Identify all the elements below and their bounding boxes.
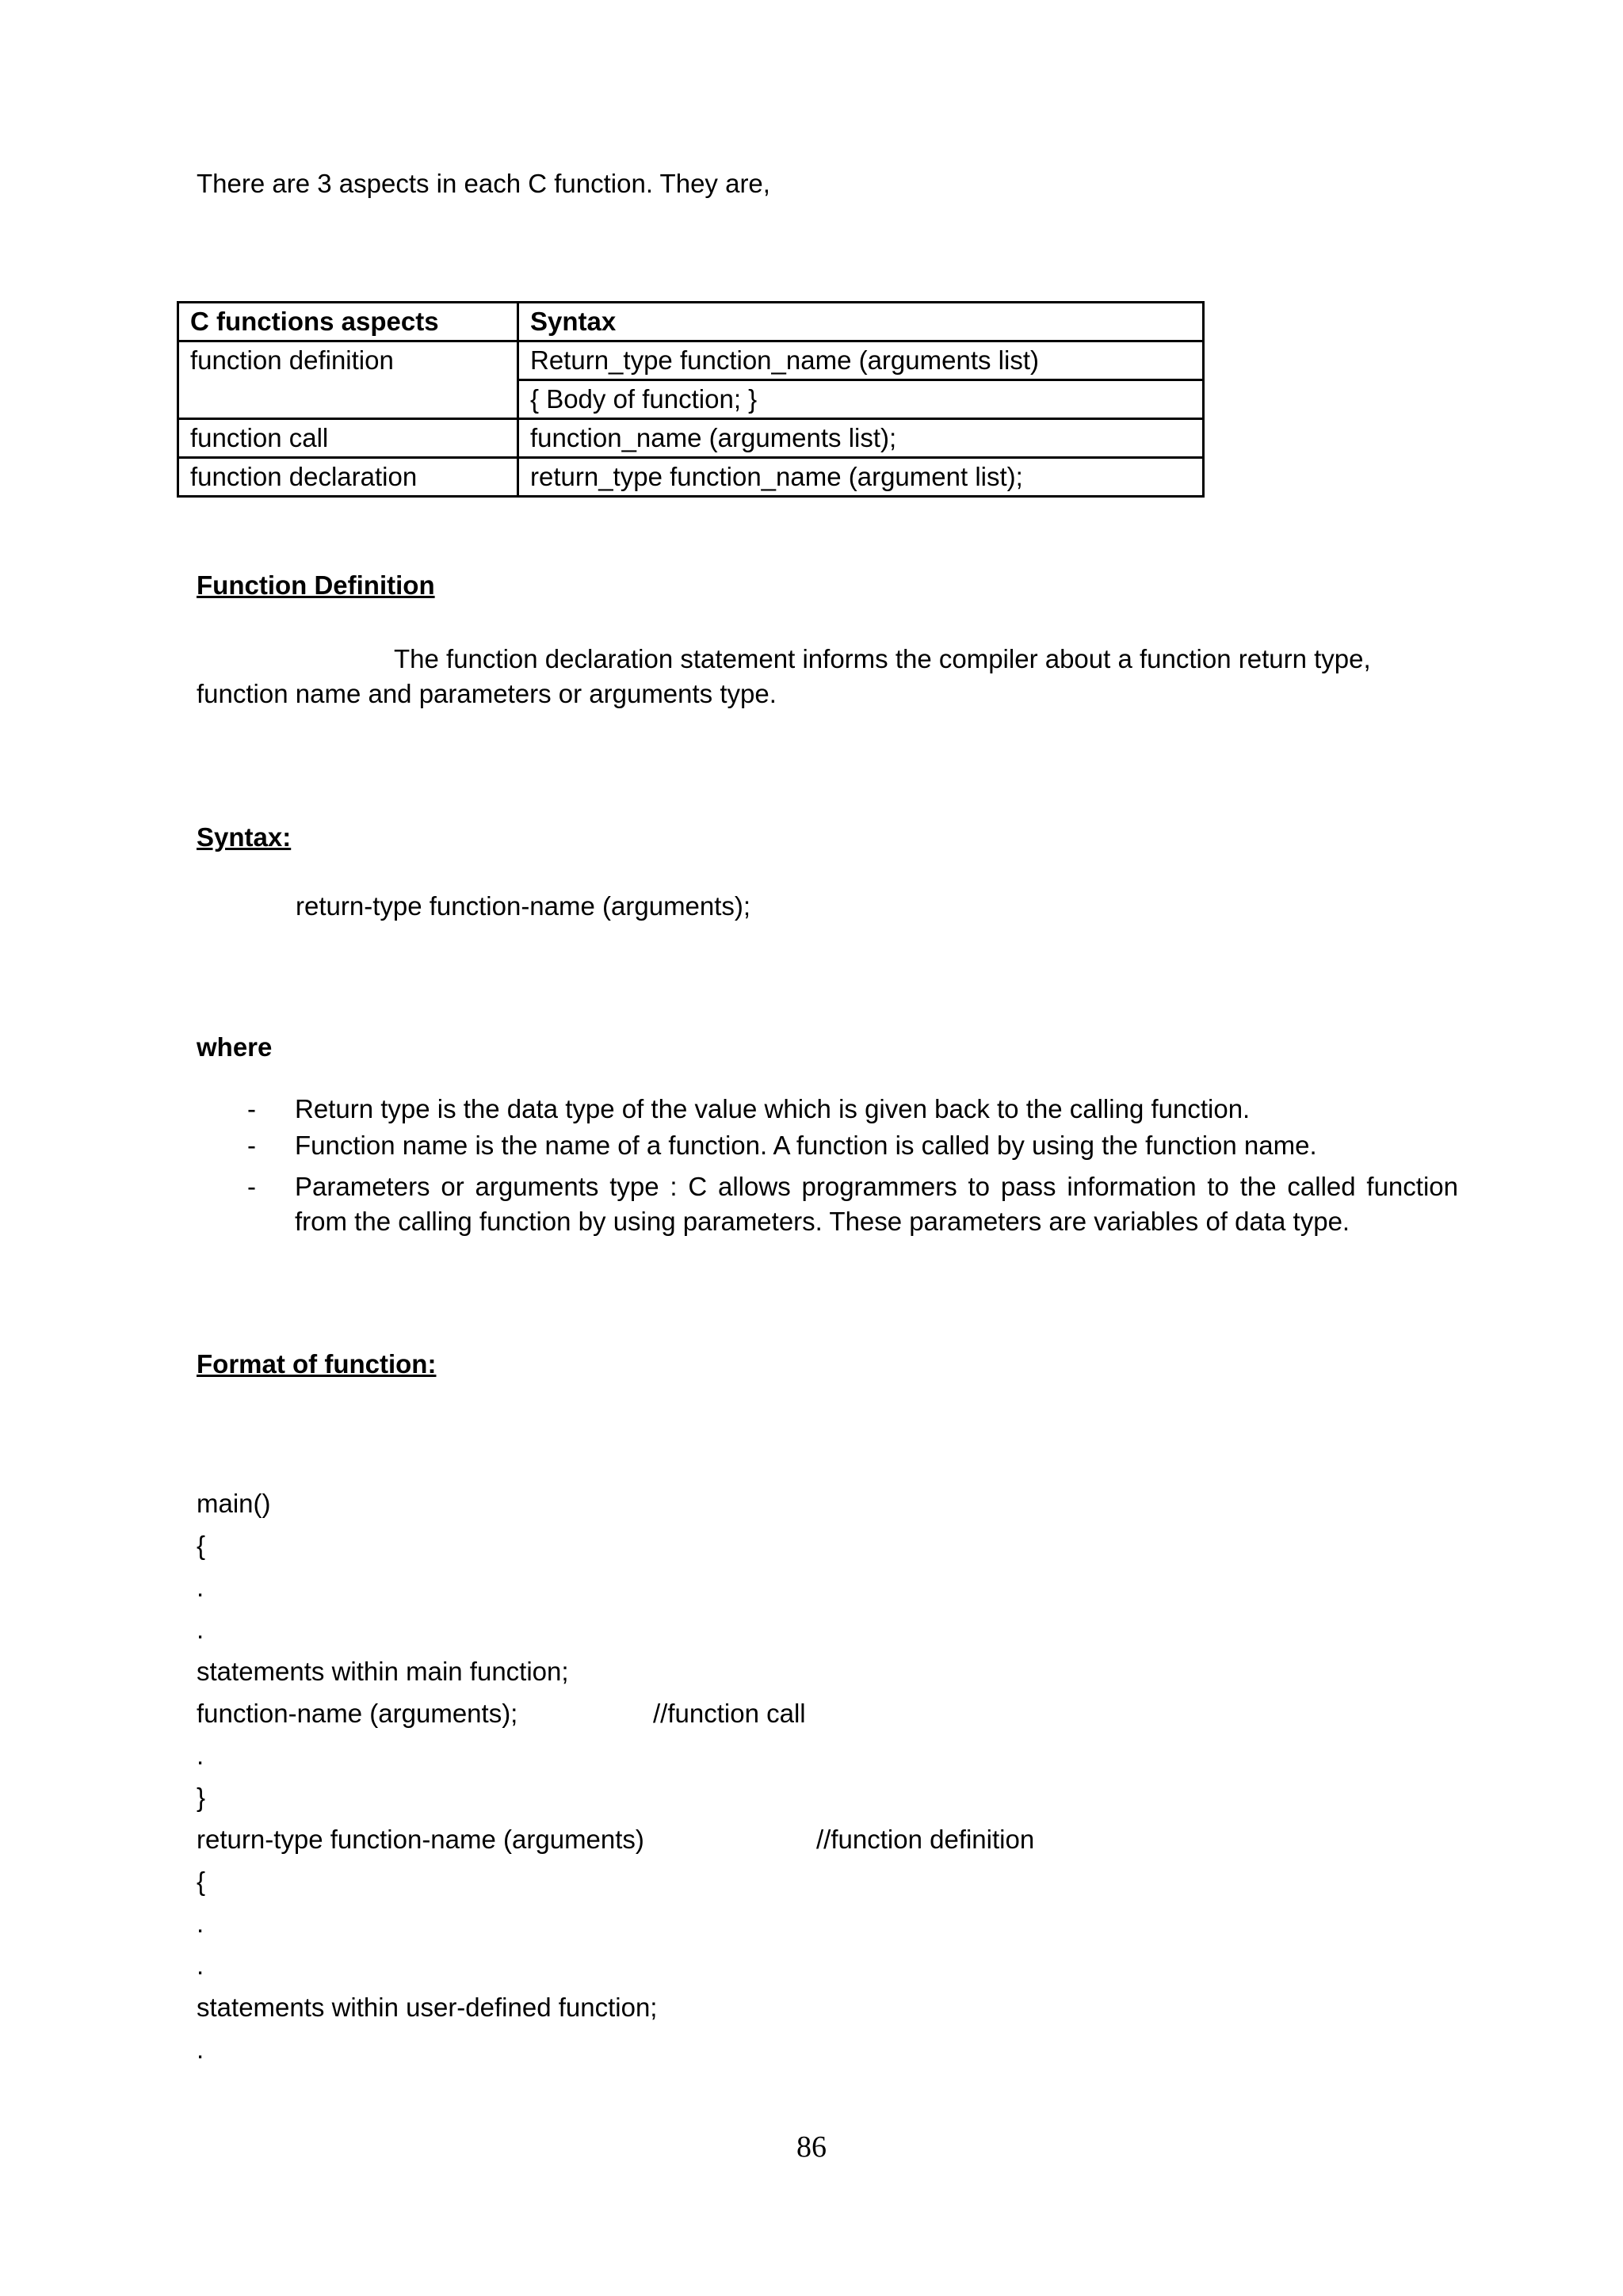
- table-row: [178, 458, 1204, 497]
- where-label: where: [197, 1032, 273, 1062]
- code-line: .: [197, 1615, 204, 1644]
- where-bullet-list: [238, 1092, 1458, 1241]
- dash-bullet: -: [247, 1131, 256, 1160]
- bullet-text: Function name is the name of a function. A function is called by using the function name.: [295, 1131, 1317, 1160]
- table-cell-aspect: function call: [178, 419, 518, 458]
- aspects-table: [177, 301, 1205, 498]
- syntax-line: return-type function-name (arguments);: [296, 891, 751, 921]
- bullet-text: Return type is the data type of the value which is given back to the calling function.: [295, 1094, 1251, 1123]
- table-cell-aspect-empty: [178, 380, 518, 419]
- code-line: main(): [197, 1489, 271, 1518]
- code-line: {: [197, 1867, 206, 1896]
- table-cell-syntax: { Body of function; }: [518, 380, 1204, 419]
- code-line: .: [197, 1573, 204, 1602]
- code-comment: //function call: [653, 1699, 806, 1728]
- table-cell-aspect: function definition: [178, 341, 518, 380]
- code-line: .: [197, 1951, 204, 1980]
- dash-bullet: -: [247, 1172, 256, 1201]
- dash-bullet: -: [247, 1094, 256, 1123]
- format-heading: Format of function:: [197, 1349, 437, 1379]
- bullet-text: Parameters or arguments type : C allows programmers to pass information to the called function from the calling function by using parameters. These parameters are variables of data type.: [295, 1172, 1458, 1236]
- code-line: function-name (arguments);: [197, 1699, 518, 1728]
- table-row: [178, 341, 1204, 380]
- intro-text: There are 3 aspects in each C function. They are,: [197, 169, 770, 198]
- code-comment: //function definition: [816, 1825, 1035, 1854]
- definition-paragraph-line2: function name and parameters or arguments type.: [197, 679, 777, 708]
- list-item: [238, 1169, 1458, 1239]
- code-line: statements within user-defined function;: [197, 1993, 658, 2022]
- table-header-syntax: Syntax: [518, 303, 1204, 341]
- table-header-aspects: C functions aspects: [178, 303, 518, 341]
- page-number: 86: [796, 2130, 827, 2164]
- table-row: [178, 419, 1204, 458]
- code-line: .: [197, 2035, 204, 2064]
- table-cell-syntax: function_name (arguments list);: [518, 419, 1204, 458]
- function-definition-heading: Function Definition: [197, 570, 435, 600]
- syntax-heading: Syntax:: [197, 822, 292, 852]
- table-cell-syntax: return_type function_name (argument list);: [518, 458, 1204, 497]
- table-header-row: [178, 303, 1204, 341]
- code-line: statements within main function;: [197, 1657, 569, 1686]
- code-line: .: [197, 1909, 204, 1938]
- code-line: .: [197, 1741, 204, 1770]
- table-cell-syntax: Return_type function_name (arguments list): [518, 341, 1204, 380]
- list-item: [238, 1128, 1458, 1163]
- code-line: {: [197, 1531, 206, 1560]
- code-line: }: [197, 1783, 206, 1812]
- list-item: [238, 1092, 1458, 1127]
- table-row: [178, 380, 1204, 419]
- code-line: return-type function-name (arguments): [197, 1825, 644, 1854]
- definition-paragraph-line1: The function declaration statement informs the compiler about a function return type,: [394, 644, 1371, 673]
- table-cell-aspect: function declaration: [178, 458, 518, 497]
